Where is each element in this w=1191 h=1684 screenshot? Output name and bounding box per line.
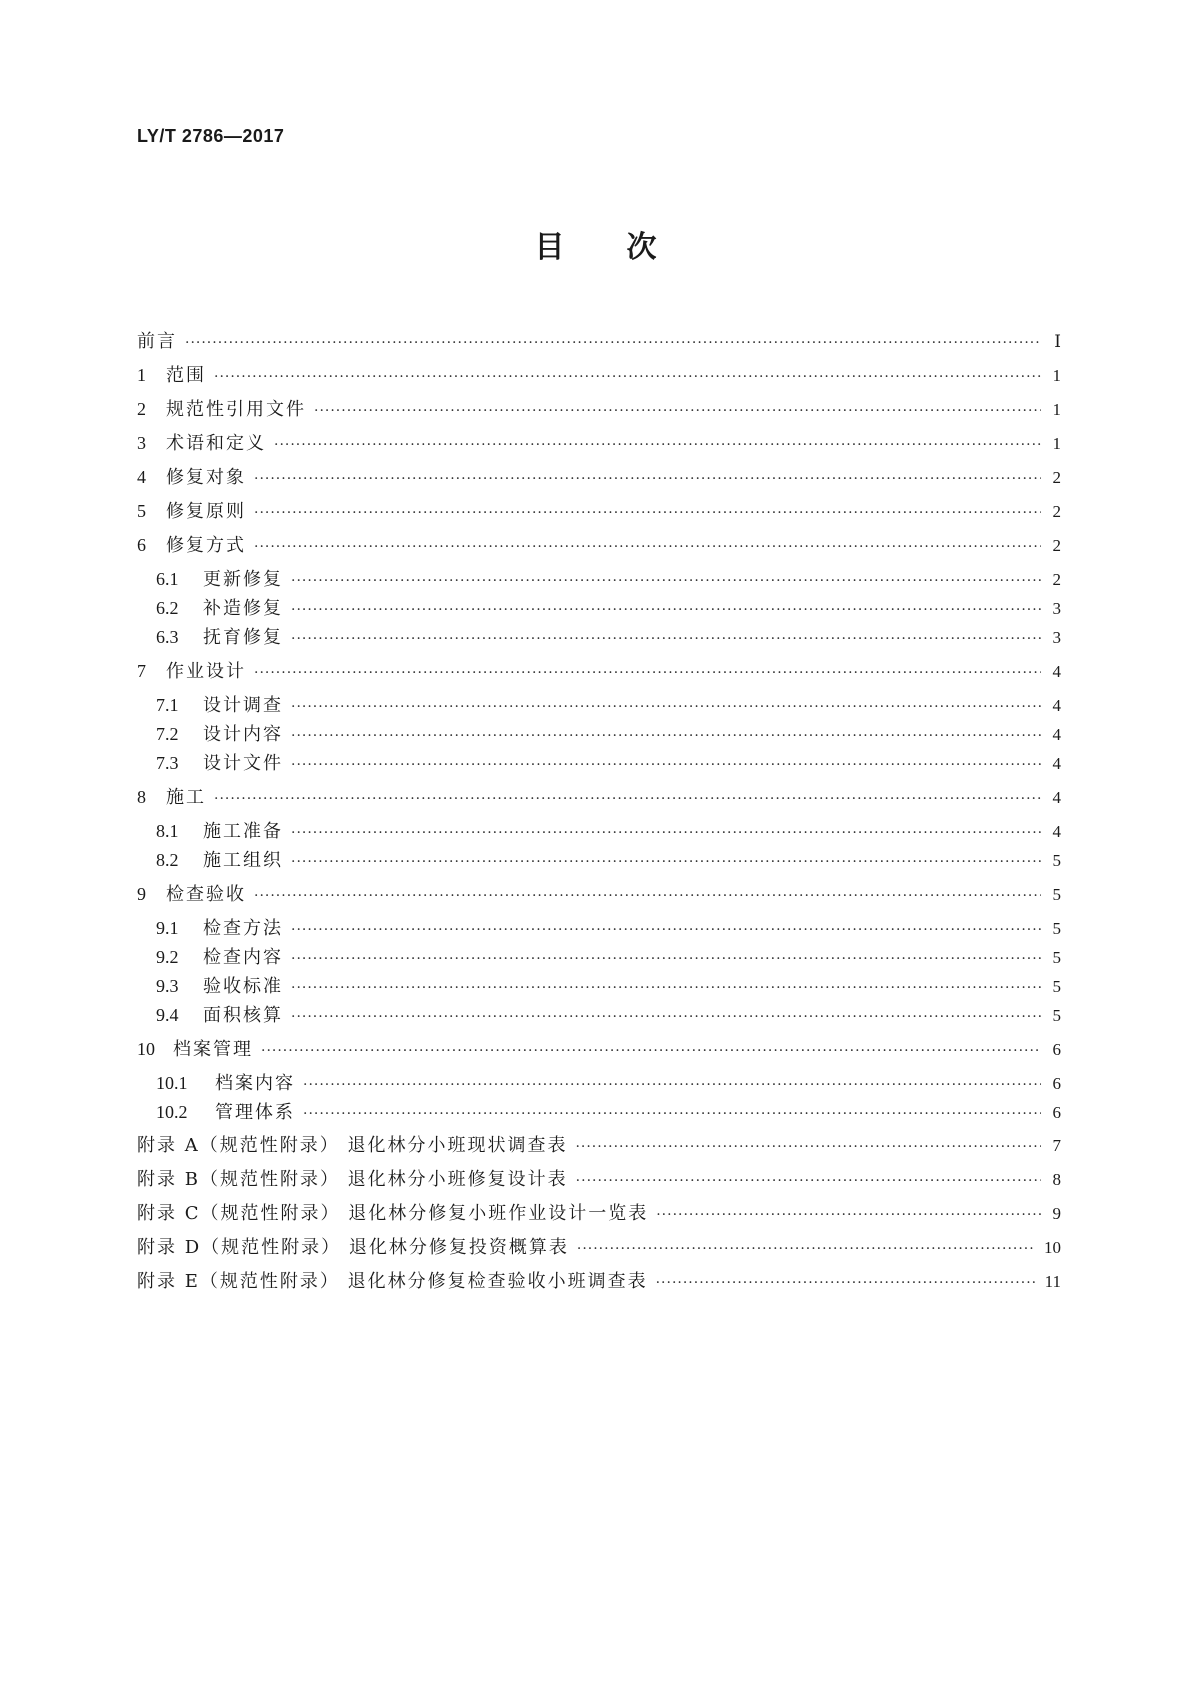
toc-entry-text: 施工组织 — [203, 850, 283, 871]
toc-entry-page: 5 — [1052, 885, 1061, 904]
toc-entry-text: 更新修复 — [203, 569, 283, 590]
toc-entry-page: 2 — [1052, 570, 1061, 589]
toc-entry-page: 6 — [1052, 1103, 1061, 1122]
toc-subentry[interactable] — [156, 564, 1061, 594]
toc-entry-page: 4 — [1052, 725, 1061, 744]
toc-subentry[interactable] — [156, 593, 1061, 623]
toc-subentry[interactable] — [156, 719, 1061, 749]
toc-entry-number: 9.2 — [156, 947, 179, 967]
toc-leader — [291, 624, 1041, 654]
toc-subentry[interactable] — [156, 971, 1061, 1001]
toc-entry-page: 5 — [1052, 1006, 1061, 1025]
toc-entry-number: 7.3 — [156, 753, 179, 773]
toc-leader — [185, 328, 1041, 358]
toc-entry-number: 10.2 — [156, 1102, 188, 1122]
toc-entry-page: 1 — [1052, 366, 1061, 385]
toc-entry-appendix-a[interactable] — [137, 1131, 1061, 1161]
toc-subentry[interactable] — [156, 1097, 1061, 1127]
toc-entry-page: 1 — [1052, 434, 1061, 453]
toc-entry-page: 4 — [1052, 662, 1061, 681]
toc-entry-text: 档案内容 — [215, 1073, 295, 1094]
toc-leader — [291, 750, 1041, 780]
toc-entry-number: 6.2 — [156, 598, 179, 618]
toc-leader — [214, 362, 1041, 392]
toc-entry-text: 补造修复 — [203, 598, 283, 619]
toc-entry-number: 7.1 — [156, 695, 179, 715]
toc-entry-text: 修复对象 — [166, 467, 246, 488]
toc-entry-text: 验收标准 — [203, 976, 283, 997]
toc-entry-text: 前言 — [137, 331, 177, 352]
toc-entry-preface[interactable] — [137, 327, 1061, 357]
toc-entry-number: 8 — [137, 787, 146, 807]
toc-subentry[interactable] — [156, 913, 1061, 943]
toc-entry[interactable] — [137, 496, 1061, 526]
toc-entry-number: 5 — [137, 501, 146, 521]
toc-leader — [291, 595, 1041, 625]
toc-entry-number: 9.4 — [156, 1005, 179, 1025]
toc-entry-text: 附录 B（规范性附录） 退化林分小班修复设计表 — [137, 1169, 568, 1190]
toc-leader — [254, 658, 1041, 688]
toc-entry-text: 抚育修复 — [203, 627, 283, 648]
toc-entry-page: 1 — [1052, 400, 1061, 419]
toc-entry-text: 施工准备 — [203, 821, 283, 842]
toc-leader — [254, 498, 1041, 528]
toc-subentry[interactable] — [156, 622, 1061, 652]
toc-entry-page: 3 — [1052, 599, 1061, 618]
toc-entry-text: 面积核算 — [203, 1005, 283, 1026]
toc-entry-text: 修复方式 — [166, 535, 246, 556]
toc-entry-page: 5 — [1052, 948, 1061, 967]
toc-title: 目次 — [534, 230, 719, 265]
toc-entry-number: 10.1 — [156, 1073, 188, 1093]
toc-entry-page: Ⅰ — [1054, 332, 1061, 351]
toc-entry-page: 4 — [1052, 696, 1061, 715]
toc-entry-page: 8 — [1052, 1170, 1061, 1189]
toc-entry-number: 4 — [137, 467, 146, 487]
toc-leader — [303, 1099, 1041, 1129]
toc-entry-text: 管理体系 — [215, 1102, 295, 1123]
toc-leader — [274, 430, 1041, 460]
toc-entry-number: 2 — [137, 399, 146, 419]
toc-entry-text: 作业设计 — [166, 661, 246, 682]
toc-entry[interactable] — [137, 462, 1061, 492]
toc-entry-page: 9 — [1052, 1204, 1061, 1223]
toc-entry-number: 1 — [137, 365, 146, 385]
toc-subentry[interactable] — [156, 942, 1061, 972]
toc-entry-text: 修复原则 — [166, 501, 246, 522]
toc-entry-number: 10 — [137, 1039, 155, 1059]
toc-leader — [254, 532, 1041, 562]
toc-entry-page: 4 — [1052, 788, 1061, 807]
toc-entry-text: 范围 — [166, 365, 206, 386]
toc-entry-text: 档案管理 — [173, 1039, 253, 1060]
toc-entry-page: 5 — [1052, 851, 1061, 870]
toc-subentry[interactable] — [156, 816, 1061, 846]
toc-entry-page: 4 — [1052, 822, 1061, 841]
toc-leader — [291, 818, 1041, 848]
toc-leader — [656, 1200, 1041, 1230]
toc-entry-page: 2 — [1052, 468, 1061, 487]
toc-entry-text: 设计内容 — [203, 724, 283, 745]
toc-entry-number: 6 — [137, 535, 146, 555]
toc-entry-page: 11 — [1044, 1272, 1061, 1291]
toc-leader — [291, 692, 1041, 722]
toc-entry[interactable] — [137, 394, 1061, 424]
toc-leader — [303, 1070, 1041, 1100]
toc-entry-page: 3 — [1052, 628, 1061, 647]
toc-entry-page: 5 — [1052, 919, 1061, 938]
toc-entry[interactable] — [137, 360, 1061, 390]
toc-leader — [291, 847, 1041, 877]
toc-entry-text: 附录 D（规范性附录） 退化林分修复投资概算表 — [137, 1237, 569, 1258]
toc-entry-page: 2 — [1052, 502, 1061, 521]
toc-entry[interactable] — [137, 879, 1061, 909]
toc-entry-number: 8.1 — [156, 821, 179, 841]
toc-entry-text: 检查内容 — [203, 947, 283, 968]
toc-entry-number: 7 — [137, 661, 146, 681]
toc-leader — [291, 1002, 1041, 1032]
toc-leader — [291, 915, 1041, 945]
toc-leader — [261, 1036, 1041, 1066]
toc-entry[interactable] — [137, 428, 1061, 458]
toc-entry[interactable] — [137, 656, 1061, 686]
toc-leader — [291, 973, 1041, 1003]
toc-entry-text: 设计调查 — [203, 695, 283, 716]
toc-leader — [656, 1268, 1037, 1298]
toc-subentry[interactable] — [156, 690, 1061, 720]
toc-entry-appendix-b[interactable] — [137, 1165, 1061, 1195]
toc-entry-page: 4 — [1052, 754, 1061, 773]
toc-subentry[interactable] — [156, 748, 1061, 778]
toc-leader — [291, 566, 1041, 596]
toc-leader — [254, 464, 1041, 494]
toc-entry-text: 附录 E（规范性附录） 退化林分修复检查验收小班调查表 — [137, 1271, 648, 1292]
standard-code: LY/T 2786—2017 — [137, 126, 285, 146]
toc-entry-number: 9.1 — [156, 918, 179, 938]
toc-leader — [214, 784, 1041, 814]
toc-entry-number: 9 — [137, 884, 146, 904]
toc-entry-text: 检查方法 — [203, 918, 283, 939]
toc-entry-appendix-d[interactable] — [137, 1233, 1061, 1263]
toc-entry-text: 附录 C（规范性附录） 退化林分修复小班作业设计一览表 — [137, 1203, 649, 1224]
toc-entry-number: 3 — [137, 433, 146, 453]
toc-leader — [314, 396, 1041, 426]
toc-entry-appendix-c[interactable] — [137, 1199, 1061, 1229]
toc-entry-text: 施工 — [166, 787, 206, 808]
toc-entry-text: 附录 A（规范性附录） 退化林分小班现状调查表 — [137, 1135, 568, 1156]
toc-subentry[interactable] — [156, 1068, 1061, 1098]
toc-entry-page: 2 — [1052, 536, 1061, 555]
toc-entry-number: 9.3 — [156, 976, 179, 996]
toc-leader — [291, 721, 1041, 751]
toc-entry-page: 10 — [1044, 1238, 1061, 1257]
toc-entry-page: 7 — [1052, 1136, 1061, 1155]
toc-leader — [291, 944, 1041, 974]
toc-entry-page: 6 — [1052, 1074, 1061, 1093]
toc-entry-text: 规范性引用文件 — [166, 399, 306, 420]
toc-leader — [575, 1132, 1041, 1162]
toc-entry[interactable] — [137, 1034, 1061, 1064]
toc-entry[interactable] — [137, 530, 1061, 560]
toc-subentry[interactable] — [156, 1000, 1061, 1030]
toc-leader — [577, 1234, 1036, 1264]
toc-leader — [254, 881, 1041, 911]
toc-entry[interactable] — [137, 782, 1061, 812]
toc-entry-page: 5 — [1052, 977, 1061, 996]
toc-leader — [576, 1166, 1041, 1196]
toc-entry-number: 6.1 — [156, 569, 179, 589]
toc-entry-appendix-e[interactable] — [137, 1267, 1061, 1297]
toc-entry-page: 6 — [1052, 1040, 1061, 1059]
toc-entry-text: 术语和定义 — [166, 433, 266, 454]
toc-entry-text: 检查验收 — [166, 884, 246, 905]
toc-entry-number: 7.2 — [156, 724, 179, 744]
toc-subentry[interactable] — [156, 845, 1061, 875]
toc-entry-number: 8.2 — [156, 850, 179, 870]
toc-entry-number: 6.3 — [156, 627, 179, 647]
toc-entry-text: 设计文件 — [203, 753, 283, 774]
